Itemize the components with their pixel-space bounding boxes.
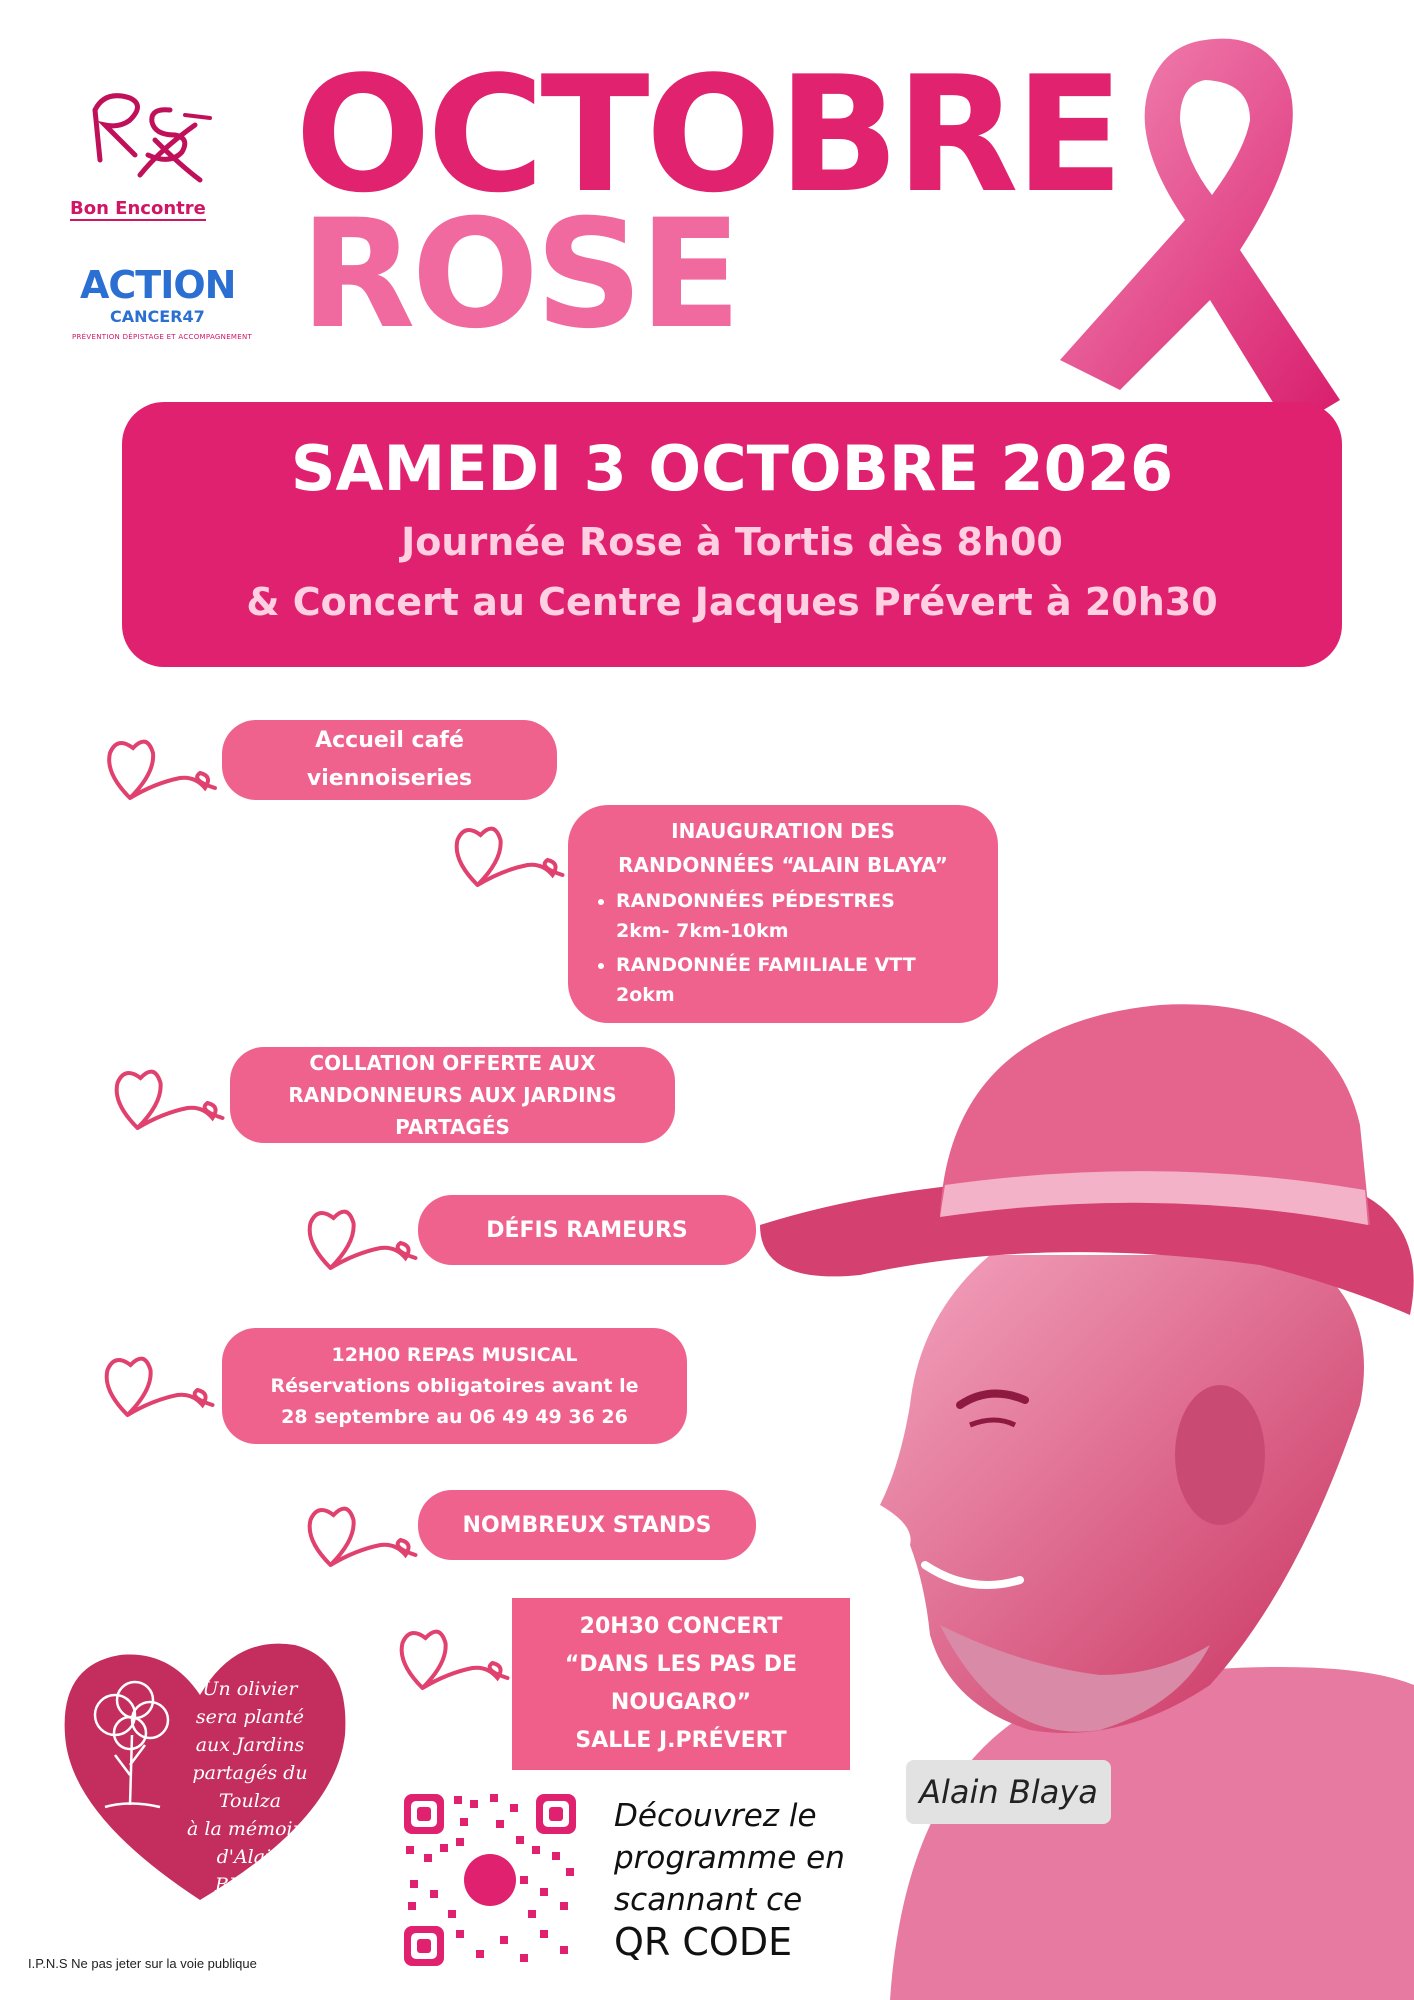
portrait-name-tag: Alain Blaya bbox=[906, 1760, 1111, 1824]
bon-encontre-text: Bon Encontre bbox=[70, 198, 206, 219]
collation-line-3: PARTAGÉS bbox=[395, 1115, 510, 1139]
concert-line-3: NOUGARO” bbox=[610, 1690, 752, 1715]
olive-line: à la mémoire bbox=[187, 1818, 313, 1840]
banner-line-concert: & Concert au Centre Jacques Prévert à 20h30 bbox=[246, 580, 1218, 624]
collation-line-2: RANDONNEURS AUX JARDINS bbox=[288, 1083, 617, 1107]
qr-code[interactable] bbox=[400, 1790, 580, 1970]
program-inauguration bbox=[568, 805, 998, 1023]
inauguration-title-1: INAUGURATION DES bbox=[671, 819, 895, 843]
randonnees-list bbox=[588, 886, 978, 1014]
ipns-footer: I.P.N.S Ne pas jeter sur la voie publique bbox=[28, 1956, 257, 1971]
heart-ribbon-icon bbox=[293, 1495, 423, 1570]
randonnee-vtt-distance: 2okm bbox=[616, 984, 675, 1006]
action-word: ACTION bbox=[80, 263, 236, 307]
repas-line-1: 12H00 REPAS MUSICAL bbox=[331, 1343, 578, 1366]
program-repas-musical bbox=[222, 1328, 687, 1444]
action-cancer-logo bbox=[70, 245, 270, 345]
accueil-line-2: viennoiseries bbox=[306, 766, 473, 791]
accueil-line-1: Accueil café bbox=[315, 728, 464, 753]
program-stands bbox=[418, 1490, 756, 1560]
olive-line: aux Jardins bbox=[195, 1734, 305, 1756]
stands-label: NOMBREUX STANDS bbox=[462, 1512, 712, 1538]
qr-instructions bbox=[614, 1795, 854, 1963]
qr-line-1: Découvrez le bbox=[614, 1798, 817, 1834]
olive-line: BLAYA. bbox=[214, 1874, 286, 1896]
program-collation bbox=[230, 1047, 675, 1143]
repas-line-3: 28 septembre au 06 49 49 36 26 bbox=[281, 1405, 628, 1428]
action-cancer-text: CANCER47 bbox=[110, 307, 205, 326]
pink-ribbon-icon bbox=[1040, 20, 1390, 440]
program-concert bbox=[512, 1598, 850, 1770]
qr-line-3: scannant ce bbox=[614, 1882, 803, 1918]
concert-line-2: “DANS LES PAS DE bbox=[564, 1652, 798, 1677]
date-banner bbox=[122, 402, 1342, 667]
heart-ribbon-icon bbox=[90, 1345, 220, 1420]
randonnee-pedestre-label: • RANDONNÉES PÉDESTRES bbox=[616, 890, 895, 912]
program-accueil bbox=[222, 720, 557, 800]
olive-line: sera planté bbox=[195, 1706, 305, 1728]
bon-encontre-emblem-icon bbox=[60, 80, 260, 200]
randonnee-pedestre-distances: 2km- 7km-10km bbox=[616, 920, 789, 942]
olive-line: Un olivier bbox=[202, 1678, 298, 1700]
list-item bbox=[616, 950, 978, 1010]
heart-ribbon-icon bbox=[385, 1618, 515, 1693]
inauguration-title-2: RANDONNÉES “ALAIN BLAYA” bbox=[618, 853, 948, 877]
heart-ribbon-icon bbox=[293, 1198, 423, 1273]
concert-line-4: SALLE J.PRÉVERT bbox=[575, 1728, 787, 1753]
qr-line-2: programme en bbox=[614, 1840, 845, 1876]
repas-line-2: Réservations obligatoires avant le bbox=[270, 1374, 639, 1397]
qr-line-big: QR CODE bbox=[614, 1920, 793, 1964]
collation-line-1: COLLATION OFFERTE AUX bbox=[309, 1051, 596, 1075]
heart-ribbon-icon bbox=[95, 728, 220, 803]
concert-line-1: 20H30 CONCERT bbox=[579, 1614, 783, 1639]
title-rose: ROSE bbox=[300, 188, 738, 362]
banner-line-journee: Journée Rose à Tortis dès 8h00 bbox=[401, 520, 1063, 564]
bon-encontre-logo bbox=[60, 80, 260, 230]
action-subtitle: PRÉVENTION DÉPISTAGE ET ACCOMPAGNEMENT bbox=[72, 333, 253, 341]
title-octobre: OCTOBRE bbox=[295, 41, 1121, 228]
randonnee-vtt-label: • RANDONNÉE FAMILIALE VTT bbox=[616, 954, 916, 976]
heart-ribbon-icon bbox=[440, 815, 570, 890]
list-item bbox=[616, 886, 978, 946]
defis-label: DÉFIS RAMEURS bbox=[486, 1217, 688, 1243]
event-date: SAMEDI 3 OCTOBRE 2026 bbox=[290, 432, 1174, 505]
heart-ribbon-icon bbox=[100, 1058, 230, 1133]
program-defis-rameurs bbox=[418, 1195, 756, 1265]
olive-tribute-text bbox=[170, 1675, 330, 1899]
olive-line: d'Alain bbox=[216, 1846, 284, 1868]
olive-line: partagés du Toulza bbox=[192, 1762, 308, 1812]
